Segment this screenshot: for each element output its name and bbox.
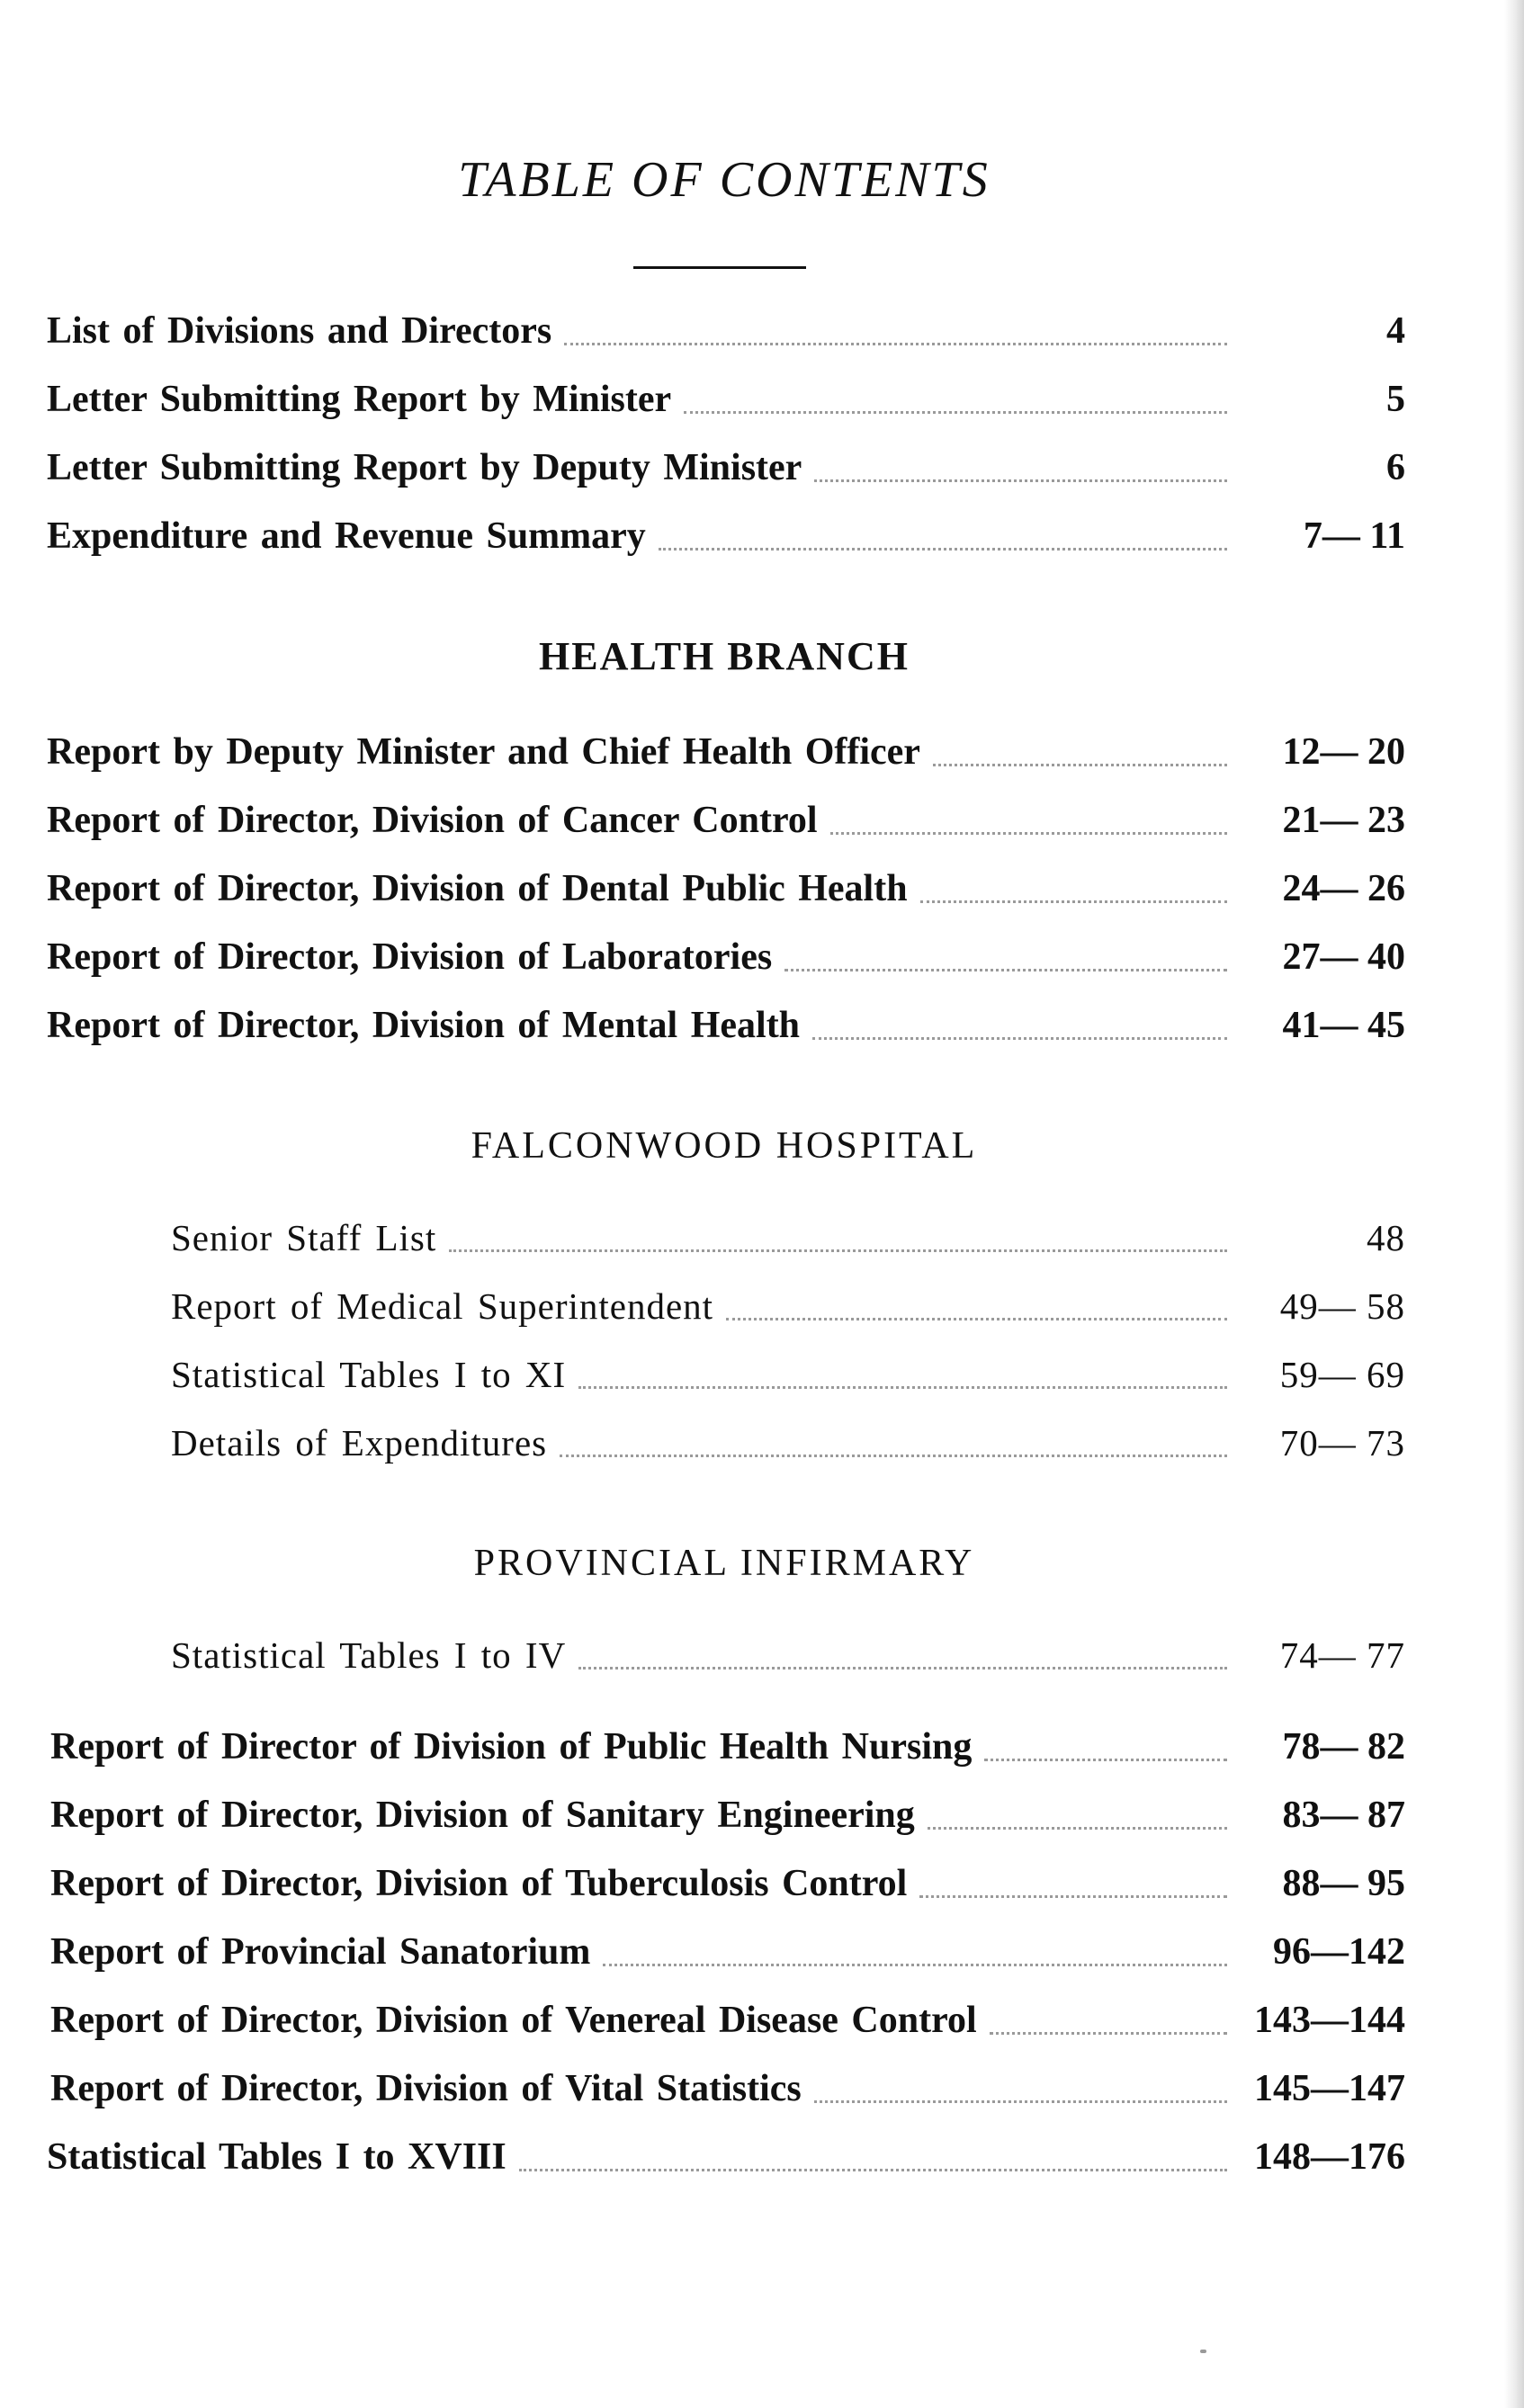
toc-entry-label: Details of Expenditures [171,1422,548,1464]
toc-entry[interactable] [47,998,1405,1052]
toc-entry-label: Statistical Tables I to IV [171,1634,567,1676]
dot-leader [560,1455,1227,1457]
toc-entry-label: Report of Director, Division of Vital Statistics [50,2068,802,2109]
toc-entry-pages: 5 [1386,379,1405,420]
toc-entry[interactable] [47,509,1405,563]
toc-entry[interactable] [171,1416,1405,1470]
dot-leader [578,1386,1227,1389]
dot-leader [603,1964,1227,1966]
toc-entry[interactable] [50,1857,1405,1911]
toc-entry[interactable] [47,793,1405,847]
toc-entry[interactable] [50,1720,1405,1774]
toc-entry-pages: 6 [1386,447,1405,488]
dot-leader [784,969,1227,971]
dot-leader [928,1827,1227,1830]
toc-entry[interactable] [50,2062,1405,2116]
toc-entry-pages: 70— 73 [1279,1422,1405,1464]
page-title: TABLE OF CONTENTS [458,152,991,208]
toc-entry-label: Report of Director, Division of Cancer Control [47,800,818,841]
toc-entry-pages: 12— 20 [1282,731,1405,773]
toc-entry-pages: 83— 87 [1282,1795,1405,1836]
section-heading-provincial-infirmary: PROVINCIAL INFIRMARY [473,1543,975,1584]
toc-entry[interactable] [171,1347,1405,1401]
toc-entry-pages: 148—176 [1254,2136,1405,2178]
dot-leader [830,832,1228,835]
toc-entry-label: Letter Submitting Report by Minister [47,379,672,420]
toc-entry-label: Report of Director, Division of Sanitary Engineering [50,1795,915,1836]
toc-entry[interactable] [47,441,1405,495]
toc-entry-pages: 21— 23 [1282,800,1405,841]
dot-leader [984,1759,1227,1761]
toc-entry[interactable] [171,1628,1405,1682]
dot-leader [990,2032,1227,2035]
toc-entry[interactable] [47,930,1405,984]
toc-entry-pages: 145—147 [1254,2068,1405,2109]
title-divider [633,266,806,269]
toc-entry[interactable] [50,1993,1405,2047]
dot-leader [578,1667,1227,1669]
toc-entry-label: Report of Director, Division of Venereal Disease Control [50,2000,977,2041]
toc-entry-pages: 78— 82 [1282,1726,1405,1768]
toc-entry-label: Letter Submitting Report by Deputy Minister [47,447,802,488]
dot-leader [814,479,1227,482]
toc-entry-label: Report of Medical Superintendent [171,1285,714,1327]
toc-entry[interactable] [171,1279,1405,1333]
toc-entry[interactable] [171,1211,1405,1265]
dot-leader [684,411,1227,414]
toc-entry-label: Report of Director, Division of Dental Public Health [47,868,908,909]
toc-entry-label: Statistical Tables I to XVIII [47,2136,507,2178]
toc-entry-label: Statistical Tables I to XI [171,1354,567,1395]
toc-entry-label: Report of Provincial Sanatorium [50,1931,591,1973]
toc-entry-label: Report by Deputy Minister and Chief Health Officer [47,731,920,773]
dot-leader [519,2169,1227,2171]
toc-entry-pages: 88— 95 [1282,1863,1405,1904]
toc-entry-pages: 7— 11 [1303,515,1405,557]
toc-entry-pages: 4 [1386,310,1405,352]
toc-entry[interactable] [47,862,1405,916]
dot-leader [564,343,1227,345]
toc-entry-pages: 49— 58 [1279,1285,1405,1327]
section-heading-falconwood-hospital: FALCONWOOD HOSPITAL [471,1125,978,1167]
toc-entry-pages: 143—144 [1254,2000,1405,2041]
toc-entry-label: List of Divisions and Directors [47,310,552,352]
toc-entry-pages: 48 [1367,1217,1405,1258]
toc-entry[interactable] [47,725,1405,779]
toc-entry[interactable] [50,1925,1405,1979]
toc-entry-label: Report of Director, Division of Mental Health [47,1005,801,1046]
dot-leader [919,1895,1227,1898]
toc-entry[interactable] [47,372,1405,426]
toc-entry[interactable] [47,2130,1405,2184]
dot-leader [449,1249,1227,1252]
toc-entry-pages: 74— 77 [1279,1634,1405,1676]
section-heading-health-branch: HEALTH BRANCH [539,634,910,678]
toc-entry-pages: 96—142 [1273,1931,1405,1973]
toc-entry-label: Report of Director, Division of Tuberculosis Control [50,1863,908,1904]
scan-speck [1200,2350,1206,2353]
dot-leader [812,1037,1227,1040]
toc-entry[interactable] [47,304,1405,358]
dot-leader [726,1318,1227,1320]
toc-entry-pages: 41— 45 [1282,1005,1405,1046]
dot-leader [920,900,1227,903]
toc-entry-pages: 24— 26 [1282,868,1405,909]
toc-entry-pages: 27— 40 [1282,936,1405,978]
dot-leader [659,548,1227,551]
page-edge-shadow [1504,0,1524,2408]
toc-entry-label: Expenditure and Revenue Summary [47,515,646,557]
dot-leader [814,2100,1227,2103]
toc-entry-label: Senior Staff List [171,1217,437,1258]
toc-entry-label: Report of Director, Division of Laboratories [47,936,773,978]
toc-entry-pages: 59— 69 [1279,1354,1405,1395]
toc-entry-label: Report of Director of Division of Public Health Nursing [50,1726,973,1768]
dot-leader [933,764,1227,766]
toc-entry[interactable] [50,1788,1405,1842]
